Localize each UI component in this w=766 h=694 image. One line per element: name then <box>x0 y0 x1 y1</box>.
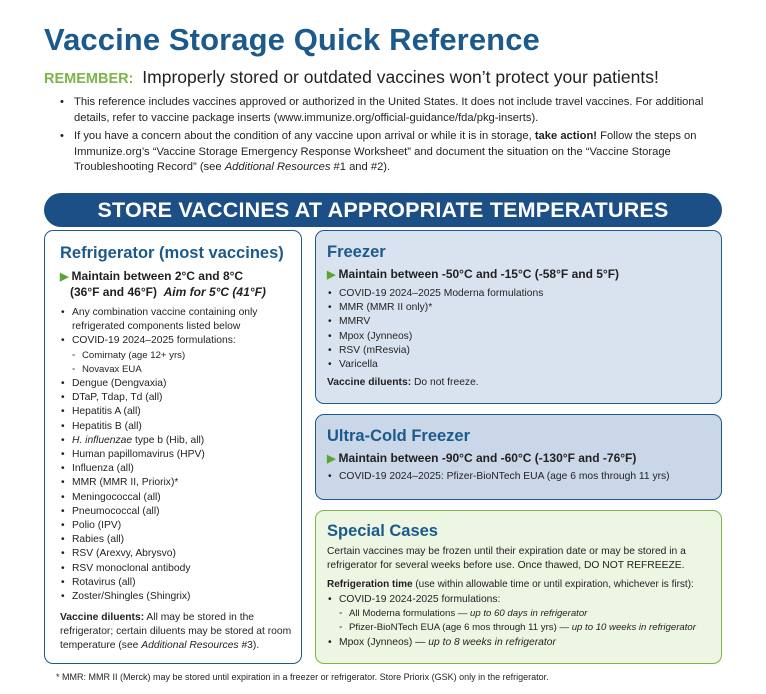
additional-resources-ref: Additional Resources <box>224 161 331 174</box>
mpox-text: Mpox (Jynneos) — <box>339 636 429 648</box>
list-item: • MMR (MMR II only)* <box>327 301 543 315</box>
refrigeration-time-note <box>327 578 719 592</box>
special-cases-intro: Certain vaccines may be frozen until their expiration date or may be stored in a refrigerator for several weeks before use. Once thawed, DO NOT REFREEZE. <box>327 546 686 572</box>
list-item: • MMRV <box>327 315 543 329</box>
diluents-ref: Additional Resources <box>141 640 239 652</box>
refrigeration-time-label: Refrigeration time <box>327 579 413 590</box>
refrigerator-aim: Aim for 5°C (41°F) <box>163 285 266 299</box>
moderna-duration: up to 60 days in refrigerator <box>470 608 588 620</box>
refrigerator-diluents-note <box>60 611 292 654</box>
list-item: • Meningococcal (all) <box>60 491 257 505</box>
list-item: • COVID-19 2024–2025 Moderna formulations <box>327 287 543 301</box>
diluents-text: All may be stored in the refrigerator; certain diluents may be stored at room temperature (see <box>60 612 292 652</box>
remember-line <box>44 67 659 88</box>
list-item: • RSV monoclonal antibody <box>60 562 257 576</box>
intro-bullet-2-text-b: Follow the steps on Immunize.org’s “Vaccine Storage Emergency Response Worksheet” and document the situation on the “Vaccine Storage Troubleshooting Record” (see <box>74 130 697 174</box>
right-triangle-icon: ▶ <box>327 269 336 281</box>
list-item: • RSV (mResvia) <box>327 344 543 358</box>
intro-bullet-1: • This reference includes vaccines approved or authorized in the United States. It does not include travel vaccines. For additional details, refer to vaccine package inserts (www.immunize.org/official-guidance/fda/pkg-inserts). <box>44 95 734 126</box>
diluents-label: Vaccine diluents: <box>60 612 145 623</box>
right-triangle-icon: ▶ <box>60 271 69 283</box>
list-item: • Hepatitis B (all) <box>60 420 257 434</box>
remember-label: REMEMBER: <box>44 71 134 87</box>
list-item: • COVID-19 2024-2025 formulations: <box>327 593 696 607</box>
refrigerator-title: Refrigerator (most vaccines) <box>60 244 284 262</box>
refrigerator-range <box>60 269 266 300</box>
mpox-duration: up to 8 weeks in refrigerator <box>428 636 556 648</box>
sub-list-item: ◦ Comirnaty (age 12+ yrs) <box>60 349 257 363</box>
ultra-cold-freezer-box <box>315 414 722 500</box>
list-item: • Dengue (Dengvaxia) <box>60 377 257 391</box>
sub-list-item: ◦ Novavax EUA <box>60 363 257 377</box>
intro-bullet-2-text: If you have a concern about the condition of any vaccine upon arrival or while it is in storage, <box>74 130 535 143</box>
list-item: • Rabies (all) <box>60 533 257 547</box>
intro-bullet-2-text-c: #1 and #2). <box>330 161 391 174</box>
refrigerator-range-line1: Maintain between 2°C and 8°C <box>71 269 244 283</box>
list-item <box>327 636 696 650</box>
freezer-list <box>327 287 543 372</box>
intro-bullets <box>44 95 734 179</box>
refrigeration-time-text: (use within allowable time or until expiration, whichever is first): <box>412 579 694 590</box>
list-item: • RSV (Arexvy, Abrysvo) <box>60 547 257 561</box>
special-cases-list <box>327 593 696 650</box>
page-title: Vaccine Storage Quick Reference <box>44 22 540 57</box>
footnote: * MMR: MMR II (Merck) may be stored until expiration in a freezer or refrigerator. Store Priorix (GSK) only in the refrigerator. <box>56 672 549 682</box>
list-item: • Hepatitis A (all) <box>60 405 257 419</box>
sub-list-item <box>327 621 696 635</box>
list-item: • COVID-19 2024–2025 formulations: <box>60 334 257 348</box>
sub-list-item <box>327 607 696 621</box>
freezer-title: Freezer <box>327 243 386 261</box>
diluents-text: Do not freeze. <box>411 377 479 388</box>
right-triangle-icon: ▶ <box>327 453 336 465</box>
special-cases-box <box>315 510 722 664</box>
intro-bullet-2 <box>44 129 734 176</box>
moderna-text: All Moderna formulations — <box>349 608 471 620</box>
list-item: • Mpox (Jynneos) <box>327 330 543 344</box>
list-item: • Human papillomavirus (HPV) <box>60 448 257 462</box>
freezer-range <box>327 267 619 283</box>
special-cases-title: Special Cases <box>327 522 438 540</box>
list-item: • Any combination vaccine containing only <box>60 306 257 320</box>
section-banner: STORE VACCINES AT APPROPRIATE TEMPERATURES <box>44 193 722 227</box>
ultra-cold-title: Ultra-Cold Freezer <box>327 427 471 445</box>
list-item: • MMR (MMR II, Priorix)* <box>60 476 257 490</box>
list-item: • Zoster/Shingles (Shingrix) <box>60 590 257 604</box>
list-item: • Polio (IPV) <box>60 519 257 533</box>
ultra-cold-range <box>327 451 636 467</box>
hib-italic: H. influenzae <box>72 434 133 446</box>
ultra-cold-range-text: Maintain between -90°C and -60°C (-130°F and -76°F) <box>338 451 637 465</box>
pfizer-duration: up to 10 weeks in refrigerator <box>571 622 696 634</box>
diluents-end: #3). <box>238 640 260 652</box>
list-item: • Rotavirus (all) <box>60 576 257 590</box>
pfizer-text: Pfizer-BioNTech EUA (age 6 mos through 11 yrs) — <box>349 622 572 634</box>
list-item-continued: refrigerated components listed below <box>72 321 241 333</box>
remember-text: Improperly stored or outdated vaccines won’t protect your patients! <box>142 67 659 87</box>
ultra-cold-list <box>327 470 670 484</box>
diluents-label: Vaccine diluents: <box>327 377 412 388</box>
take-action-text: take action! <box>534 130 597 143</box>
list-item: • Influenza (all) <box>60 462 257 476</box>
freezer-range-text: Maintain between -50°C and -15°C (-58°F and 5°F) <box>338 267 620 281</box>
refrigerator-list <box>60 306 257 604</box>
freezer-box <box>315 230 722 404</box>
list-item: • COVID-19 2024–2025: Pfizer-BioNTech EUA (age 6 mos through 11 yrs) <box>327 470 670 484</box>
refrigerator-box <box>44 230 302 664</box>
refrigerator-range-line2: (36°F and 46°F) <box>70 285 157 299</box>
list-item: • DTaP, Tdap, Td (all) <box>60 391 257 405</box>
hib-rest: type b (Hib, all) <box>132 434 205 446</box>
list-item <box>60 434 257 448</box>
freezer-diluents-note <box>327 376 479 390</box>
list-item: • Varicella <box>327 358 543 372</box>
list-item: • Pneumococcal (all) <box>60 505 257 519</box>
